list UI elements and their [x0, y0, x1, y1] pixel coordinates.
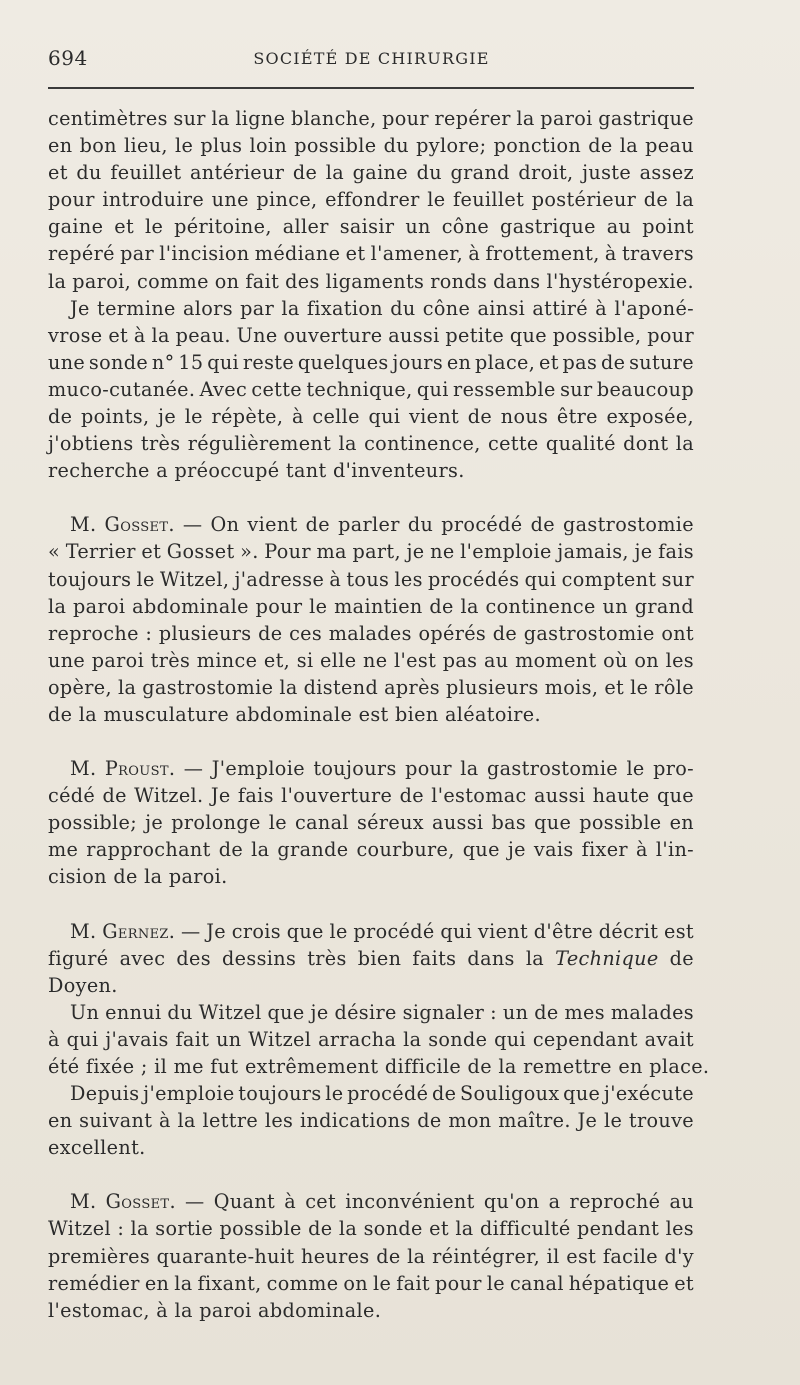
text-line: me rapprochant de la grande courbure, que je vais fixer à l'in- — [48, 838, 694, 862]
text-line: premières quarante-huit heures de la réintégrer, il est facile d'y — [48, 1244, 694, 1268]
text-line: muco-cutanée. Avec cette technique, qui ressemble sur beaucoup — [48, 377, 694, 401]
text-line: centimètres sur la ligne blanche, pour repérer la paroi gastrique — [48, 107, 694, 130]
text-line — [48, 1188, 694, 1215]
speaker-text: . — J'emploie toujours pour la gastrostomie le pro- — [168, 757, 694, 781]
speaker-paragraph-gernez — [48, 918, 694, 999]
speaker-text: . — Quant à cet inconvénient qu'on a reproché au — [169, 1190, 694, 1214]
text-line: Depuis j'emploie toujours le procédé de Souligoux que j'exécute — [70, 1082, 694, 1106]
text-line: l'estomac, à la paroi abdominale. — [48, 1298, 382, 1322]
page-number: 694 — [48, 46, 88, 70]
paragraph-continuation — [48, 105, 694, 295]
speaker-paragraph-gosset-2 — [48, 1188, 694, 1323]
text-line — [48, 918, 694, 945]
text-line: Un ennui du Witzel que je désire signaler : un de mes malades — [70, 1000, 694, 1024]
speaker-prefix: M. — [70, 513, 105, 537]
speaker-name: Gernez — [102, 919, 169, 943]
speaker-paragraph-gosset — [48, 511, 694, 728]
text-line: Doyen. — [48, 973, 118, 997]
text-line: été fixée ; il me fut extrêmement difficile de la remettre en place. — [48, 1055, 710, 1078]
text-line: de la musculature abdominale est bien aléatoire. — [48, 702, 541, 726]
text-line: en bon lieu, le plus loin possible du pylore; ponction de la peau — [48, 134, 694, 158]
text-line: la paroi abdominale pour le maintien de la continence un grand — [48, 594, 694, 618]
text-line: excellent. — [48, 1136, 146, 1160]
text-line: j'obtiens très régulièrement la continence, cette qualité dont la — [48, 432, 694, 456]
text-line — [48, 755, 694, 782]
text-line — [48, 945, 694, 972]
speaker-prefix: M. — [70, 757, 105, 781]
speaker-text: . — On vient de parler du procédé de gastrostomie — [168, 513, 694, 537]
speaker-text: . — Je crois que le procédé qui vient d'être décrit est — [168, 919, 694, 943]
text-line: la paroi, comme on fait des ligaments ronds dans l'hystéropexie. — [48, 269, 694, 293]
text-line: gaine et le péritoine, aller saisir un cône gastrique au point — [48, 215, 694, 239]
text-line: cédé de Witzel. Je fais l'ouverture de l'estomac aussi haute que — [48, 784, 694, 808]
text-line: possible; je prolonge le canal séreux aussi bas que possible en — [48, 811, 694, 835]
text-segment: de — [658, 946, 694, 970]
text-line: et du feuillet antérieur de la gaine du grand droit, juste assez — [48, 161, 694, 185]
text-line: une paroi très mince et, si elle ne l'est pas au moment où on les — [48, 648, 694, 672]
text-line: « Terrier et Gosset ». Pour ma part, je ne l'emploie jamais, je fais — [48, 540, 694, 564]
text-line: cision de la paroi. — [48, 865, 228, 889]
speaker-prefix: M. — [70, 919, 103, 943]
text-line: recherche a préoccupé tant d'inventeurs. — [48, 459, 465, 483]
text-line: Witzel : la sortie possible de la sonde et la difficulté pendant les — [48, 1217, 694, 1241]
text-line: Je termine alors par la fixation du cône ainsi attiré à l'aponé- — [70, 296, 694, 320]
header-rule — [48, 87, 694, 89]
text-line: repéré par l'incision médiane et l'amener, à frottement, à travers — [48, 242, 694, 266]
text-line: de points, je le répète, à celle qui vient de nous être exposée, — [48, 405, 694, 429]
text-segment: figuré avec des dessins très bien faits dans la — [48, 946, 556, 970]
running-head: SOCIÉTÉ DE CHIRURGIE — [253, 49, 490, 68]
text-line: à qui j'avais fait un Witzel arracha la sonde qui cependant avait — [48, 1027, 694, 1051]
text-line: pour introduire une pince, effondrer le feuillet postérieur de la — [48, 188, 694, 212]
paragraph — [48, 295, 694, 485]
speaker-prefix: M. — [70, 1190, 106, 1214]
speaker-name: Gosset — [105, 1190, 170, 1214]
paragraph — [48, 999, 710, 1080]
text-line: toujours le Witzel, j'adresse à tous les procédés qui comptent sur — [48, 567, 694, 591]
speaker-name: Gosset — [104, 513, 169, 537]
text-line — [48, 511, 694, 538]
text-line: une sonde n° 15 qui reste quelques jours en place, et pas de suture — [48, 350, 694, 374]
text-line: vrose et à la peau. Une ouverture aussi petite que possible, pour — [48, 323, 694, 347]
speaker-paragraph-proust — [48, 755, 694, 890]
text-line: opère, la gastrostomie la distend après plusieurs mois, et le rôle — [48, 675, 694, 699]
paragraph — [48, 1080, 694, 1161]
text-line: remédier en la fixant, comme on le fait pour le canal hépatique et — [48, 1271, 694, 1295]
body-text — [48, 105, 710, 1324]
text-line: reproche : plusieurs de ces malades opérés de gastrostomie ont — [48, 621, 694, 645]
book-title: Technique — [555, 946, 659, 970]
speaker-name: Proust — [104, 757, 169, 781]
page-header — [48, 46, 695, 76]
text-line: en suivant à la lettre les indications de mon maître. Je le trouve — [48, 1109, 694, 1133]
